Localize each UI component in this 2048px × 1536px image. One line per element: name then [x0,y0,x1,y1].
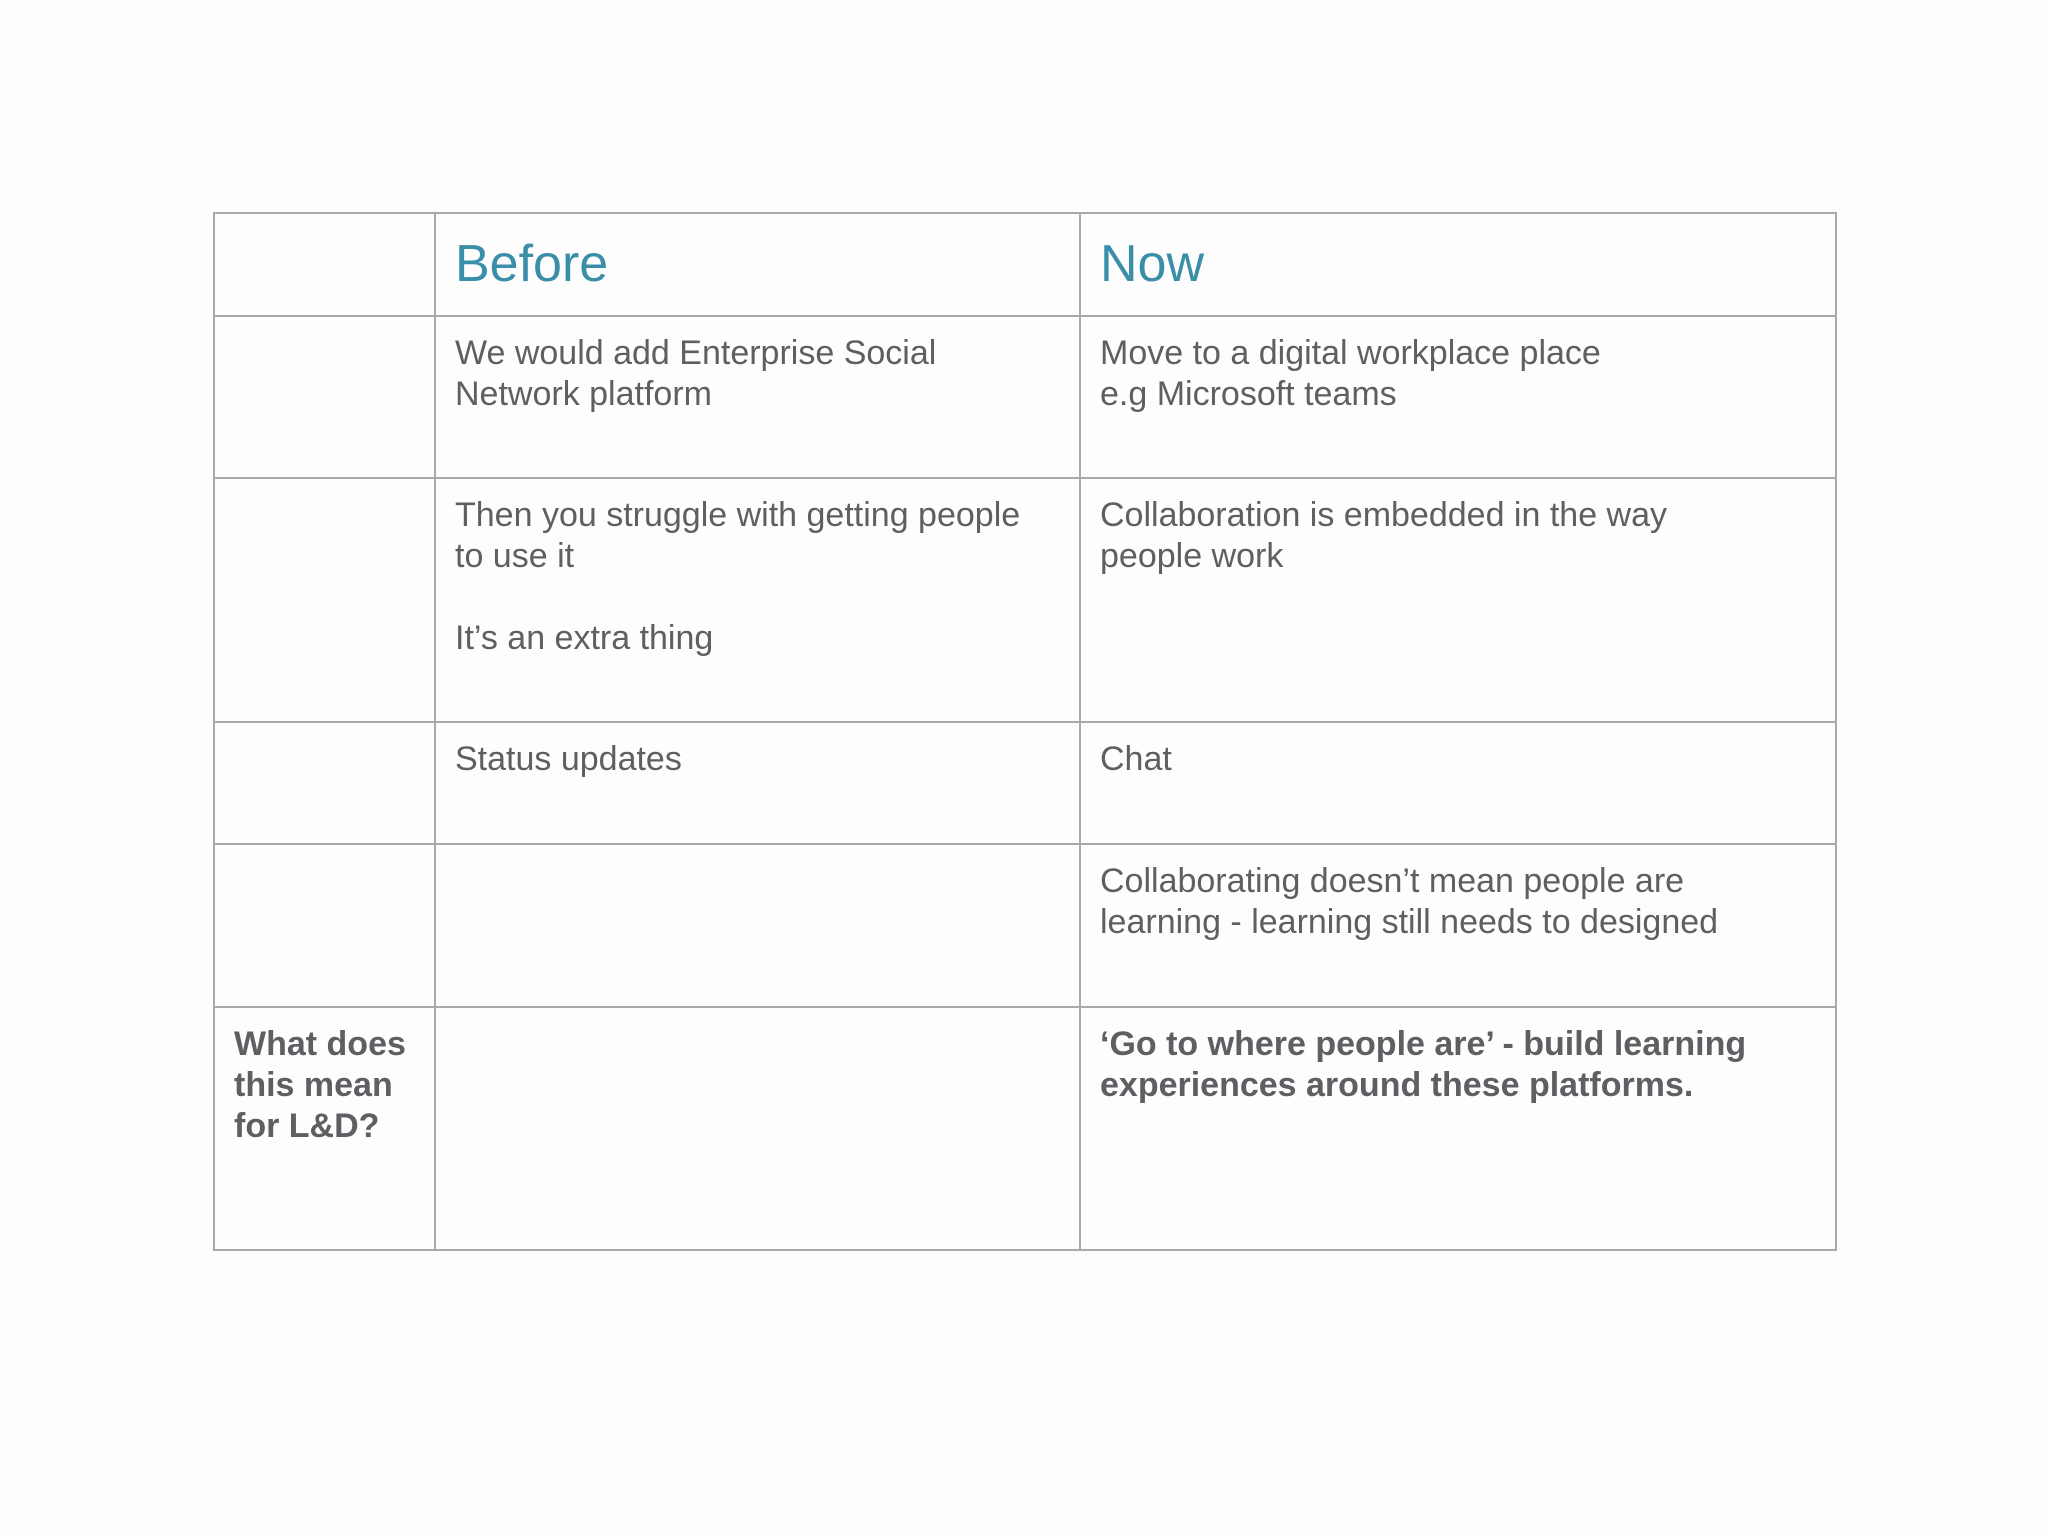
now-text-line: learning - learning still needs to designed [1100,903,1719,941]
row-label-cell [214,478,435,722]
now-cell [1080,316,1836,478]
paragraph-gap [455,577,1060,618]
now-text-line: Chat [1100,740,1172,778]
now-text-line: e.g Microsoft teams [1100,375,1397,413]
table-row [214,478,1836,722]
before-cell [435,844,1080,1007]
comparison-table [213,212,1837,1251]
before-cell [435,1007,1080,1250]
row-label-line: What does [234,1025,406,1063]
header-before-cell [435,213,1080,316]
now-text-line: experiences around these platforms. [1100,1066,1694,1104]
table-row [214,316,1836,478]
before-cell [435,722,1080,844]
now-cell [1080,1007,1836,1250]
row-label-cell [214,722,435,844]
header-now-cell [1080,213,1836,316]
table-row [214,722,1836,844]
now-text-line: Collaborating doesn’t mean people are [1100,862,1685,900]
now-text-line: Collaboration is embedded in the way [1100,496,1668,534]
before-text-line: It’s an extra thing [455,619,714,657]
table-row [214,844,1836,1007]
row-label-cell [214,844,435,1007]
before-cell [435,478,1080,722]
now-text-line: ‘Go to where people are’ - build learning [1100,1025,1747,1063]
header-label-cell [214,213,435,316]
before-text-line: Then you struggle with getting people [455,496,1021,534]
row-label-cell [214,1007,435,1250]
now-text-line: Move to a digital workplace place [1100,334,1601,372]
before-text-line: to use it [455,537,575,575]
now-cell [1080,478,1836,722]
now-heading: Now [1100,235,1205,293]
now-text-line: people work [1100,537,1284,575]
before-heading: Before [455,235,609,293]
before-text-line: Network platform [455,375,712,413]
row-label-cell [214,316,435,478]
now-cell [1080,722,1836,844]
row-label-line: for L&D? [234,1107,380,1145]
before-text-line: Status updates [455,740,682,778]
before-cell [435,316,1080,478]
before-text-line: We would add Enterprise Social [455,334,937,372]
table-header-row [214,213,1836,316]
table-row [214,1007,1836,1250]
now-cell [1080,844,1836,1007]
row-label-line: this mean [234,1066,393,1104]
